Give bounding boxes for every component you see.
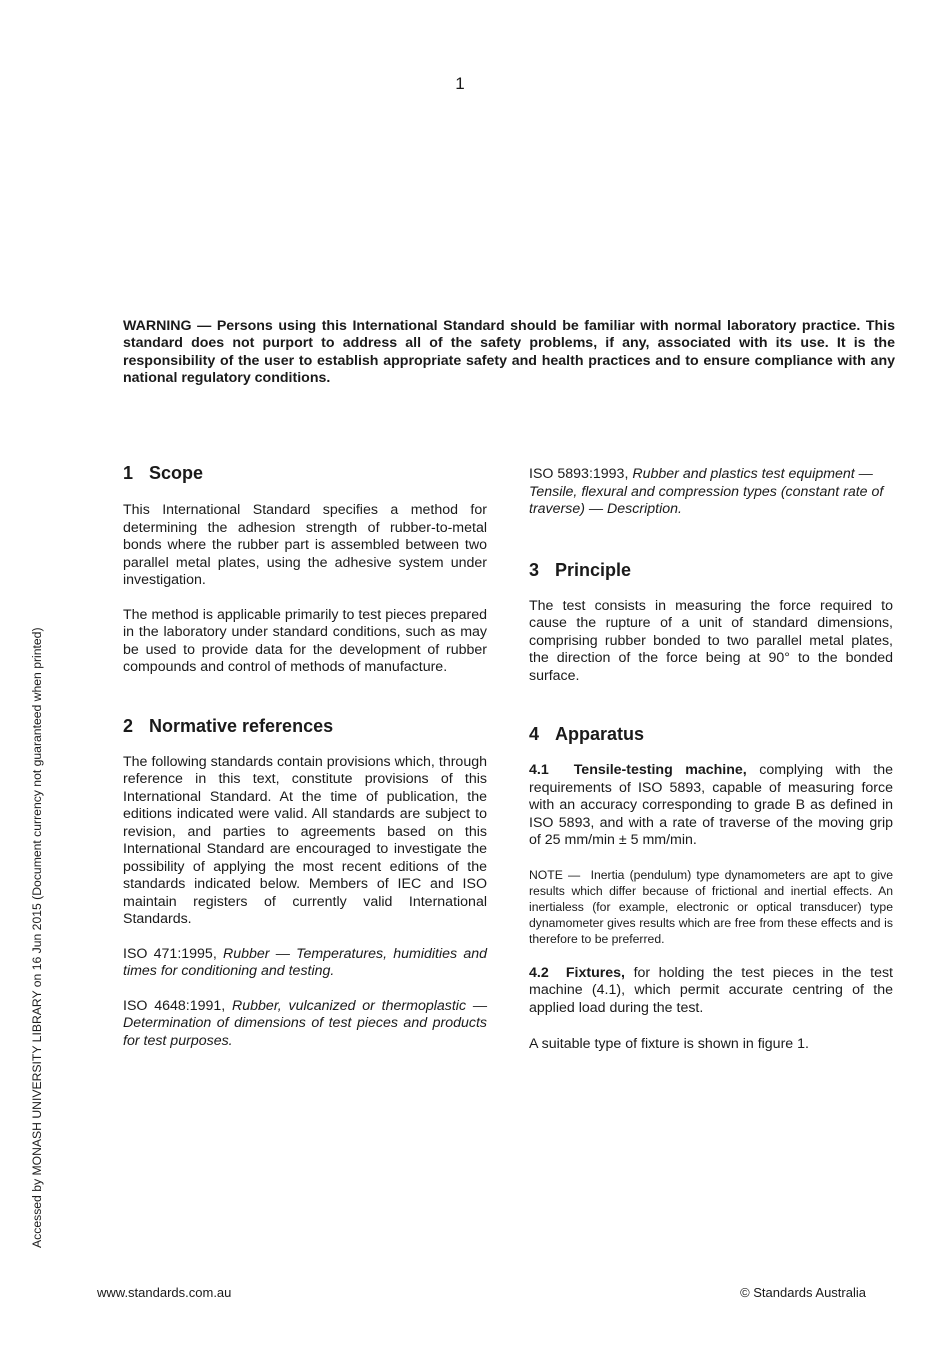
section-title: Principle — [555, 559, 632, 580]
right-column — [529, 466, 893, 1054]
clause-text: complying with the requirements of ISO 5893, capable of measuring force with an accuracy corresponding to grade B as defined in ISO 5893, and with a rate of traverse of the moving grip of 25 mm/min ± 5 mm/min. — [529, 762, 893, 848]
section-title: Normative references — [149, 715, 334, 736]
apparatus-item-4-2 — [529, 965, 893, 1018]
apparatus-note — [529, 867, 893, 947]
reference-title: Rubber and plastics test equipment — Tensile, flexural and compression types (constant rate of traverse) — Description. — [529, 466, 884, 517]
reference-code: ISO 4648:1991, — [123, 997, 226, 1014]
left-column — [123, 462, 487, 1050]
section-title: Scope — [149, 463, 204, 483]
clause-number: 4.2 — [529, 964, 549, 981]
note-text: Inertia (pendulum) type dynamometers are apt to give results which differ because of frictional and inertial effects. An inertialess (for example, electronic or optical transducer) type dynamometer gives results which are free from these effects and is therefore to be preferred. — [529, 867, 893, 946]
reference-title: Rubber — Temperatures, humidities and times for conditioning and testing. — [123, 945, 487, 979]
reference-iso-471 — [123, 946, 487, 981]
scope-paragraph-1: This International Standard specifies a method for determining the adhesion strength of rubber-to-metal bonds where the rubber part is assembled between two parallel metal plates, using the adhesive system under investigation. — [123, 502, 487, 588]
clause-number: 4.1 — [529, 762, 549, 778]
section-number: 4 — [529, 724, 540, 744]
section-heading-scope — [123, 462, 487, 484]
principle-paragraph: The test consists in measuring the force required to cause the rupture of a unit of standard dimensions, comprising rubber bonded to two parallel metal plates, the direction of the force being at 90° to the bonded surface. — [529, 597, 893, 684]
page-number: 1 — [455, 74, 465, 93]
section-number: 1 — [123, 463, 134, 483]
access-side-note: Accessed by MONASH UNIVERSITY LIBRARY on 16 Jun 2015 (Document currency not guaranteed when printed) — [30, 627, 44, 1248]
footer-copyright: © Standards Australia — [740, 1285, 866, 1300]
clause-text: for holding the test pieces in the test machine (4.1), which permit accurate centring of the applied load during the test. — [529, 964, 893, 1016]
normative-paragraph: The following standards contain provisions which, through reference in this text, constitute provisions of this International Standard. At the time of publication, the editions indicated were valid. All standards are subject to revision, and parties to agreements based on this International Standard are encouraged to investigate the possibility of applying the most recent editions of the standards indicated below. Members of IEC and ISO maintain registers of currently valid International Standards. — [123, 753, 487, 927]
clause-title: Fixtures, — [565, 964, 625, 981]
section-heading-apparatus — [529, 723, 893, 745]
section-heading-normative — [123, 715, 487, 737]
section-title: Apparatus — [555, 724, 645, 744]
apparatus-item-4-1 — [529, 762, 893, 850]
fixture-figure-reference: A suitable type of fixture is shown in figure 1. — [529, 1036, 809, 1052]
reference-title: Rubber, vulcanized or thermoplastic — Determination of dimensions of test pieces and products for test purposes. — [123, 997, 488, 1049]
reference-code: ISO 471:1995, — [123, 945, 217, 962]
note-label: NOTE — — [529, 867, 581, 882]
reference-iso-4648 — [123, 998, 487, 1051]
section-heading-principle — [529, 559, 893, 581]
reference-iso-5893 — [529, 466, 893, 519]
reference-code: ISO 5893:1993, — [529, 466, 629, 482]
scope-paragraph-2: The method is applicable primarily to test pieces prepared in the laboratory under standard conditions, such as may be used to provide data for the development of rubber compounds and control of methods of manufacture. — [123, 606, 487, 675]
section-number: 3 — [529, 559, 540, 580]
safety-warning: WARNING — Persons using this International Standard should be familiar with normal laboratory practice. This standard does not purport to address all of the safety problems, if any, associated with its use. It is the responsibility of the user to establish appropriate safety and health practices and to ensure compliance with any national regulatory conditions. — [123, 318, 895, 387]
footer-website: www.standards.com.au — [97, 1285, 232, 1300]
clause-title: Tensile-testing machine, — [573, 762, 747, 778]
section-number: 2 — [123, 715, 134, 736]
